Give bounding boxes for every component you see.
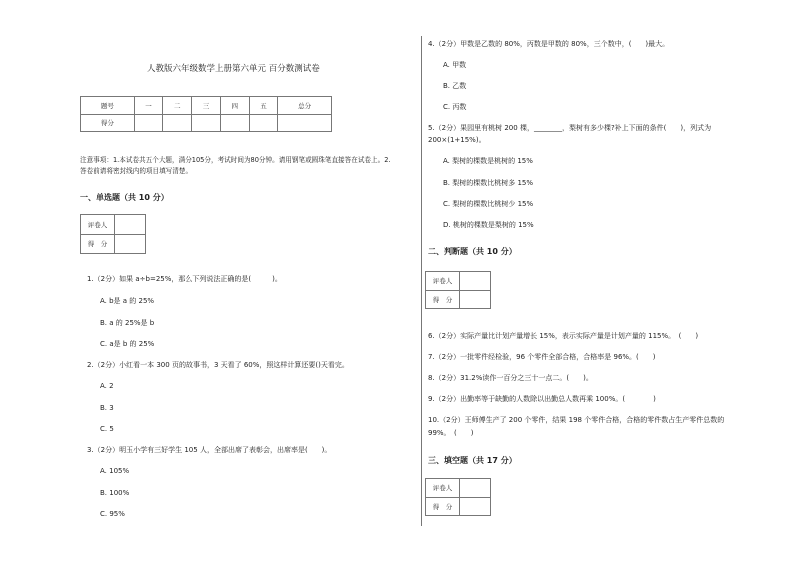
option[interactable]: A. 2 bbox=[100, 382, 114, 390]
score-header-cell: 一 bbox=[134, 97, 163, 115]
score-header-cell: 二 bbox=[163, 97, 192, 115]
question-stem: 4.（2分）甲数是乙数的 80%，丙数是甲数的 80%，三个数中，( )最大。 bbox=[428, 40, 670, 48]
score-cell[interactable] bbox=[163, 114, 192, 132]
section-heading: 二、判断题（共 10 分） bbox=[428, 247, 517, 256]
score-table bbox=[80, 96, 332, 132]
reviewer-cell[interactable] bbox=[460, 479, 491, 498]
score-cell[interactable] bbox=[460, 497, 491, 516]
option[interactable]: B. 梨树的棵数比桃树多 15% bbox=[443, 179, 534, 187]
score-header-cell: 三 bbox=[192, 97, 221, 115]
score-label: 得 分 bbox=[426, 290, 460, 309]
option[interactable]: A. 梨树的棵数是桃树的 15% bbox=[443, 157, 533, 165]
question-stem: 3.（2分）明玉小学有三好学生 105 人，全部出席了表彰会，出席率是( )。 bbox=[87, 446, 332, 454]
score-label: 得 分 bbox=[81, 234, 115, 254]
option[interactable]: B. a 的 25%是 b bbox=[100, 319, 155, 327]
score-header-cell: 四 bbox=[220, 97, 249, 115]
score-cell[interactable] bbox=[249, 114, 278, 132]
reviewer-cell[interactable] bbox=[460, 272, 491, 291]
score-cell[interactable] bbox=[220, 114, 249, 132]
reviewer-cell[interactable] bbox=[115, 215, 146, 235]
score-cell[interactable] bbox=[134, 114, 163, 132]
score-header-cell: 总分 bbox=[278, 97, 332, 115]
reviewer-label: 评卷人 bbox=[426, 479, 460, 498]
option[interactable]: A. 105% bbox=[100, 467, 130, 475]
notice-line: 答卷前请将密封线内的项目填写清楚。 bbox=[80, 167, 193, 175]
option[interactable]: C. 梨树的棵数比桃树少 15% bbox=[443, 200, 534, 208]
question-stem: 1.（2分）如果 a÷b=25%，那么下列说法正确的是( )。 bbox=[87, 275, 282, 283]
option[interactable]: A. b是 a 的 25% bbox=[100, 297, 155, 305]
judge-question: 10.（2分）王师傅生产了 200 个零件，结果 198 个零件合格，合格的零件数占生产零件总数的 bbox=[428, 416, 725, 424]
score-header-cell: 五 bbox=[249, 97, 278, 115]
option[interactable]: C. 5 bbox=[100, 425, 114, 433]
question-stem: 200×(1+15%)。 bbox=[428, 136, 486, 144]
option[interactable]: A. 甲数 bbox=[443, 61, 467, 69]
grader-box bbox=[425, 271, 491, 309]
judge-question: 7.（2分）一批零件经检验，96 个零件全部合格，合格率是 96%。( ) bbox=[428, 353, 656, 361]
option[interactable]: B. 100% bbox=[100, 489, 130, 497]
option[interactable]: C. 95% bbox=[100, 510, 125, 518]
score-cell[interactable] bbox=[192, 114, 221, 132]
judge-question: 99%。 ( ) bbox=[428, 429, 474, 437]
score-cell[interactable] bbox=[115, 234, 146, 254]
option[interactable]: B. 乙数 bbox=[443, 82, 467, 90]
column-divider bbox=[421, 36, 422, 526]
question-stem: 5.（2分）果园里有桃树 200 棵，________，梨树有多少棵?补上下面的条件( )，列式为 bbox=[428, 124, 712, 132]
score-cell[interactable] bbox=[460, 290, 491, 309]
grader-box bbox=[80, 214, 146, 254]
score-label: 得 分 bbox=[426, 497, 460, 516]
notice-line: 注意事项：1.本试卷共五个大题，满分105分，考试时间为80分钟。请用钢笔或圆珠笔直接答在试卷上。2. bbox=[80, 156, 391, 164]
section-heading: 一、单选题（共 10 分） bbox=[80, 193, 169, 202]
reviewer-label: 评卷人 bbox=[426, 272, 460, 291]
judge-question: 6.（2分）实际产量比计划产量增长 15%，表示实际产量是计划产量的 115%。 ( ) bbox=[428, 332, 699, 340]
score-cell[interactable] bbox=[278, 114, 332, 132]
section-heading: 三、填空题（共 17 分） bbox=[428, 456, 517, 465]
question-stem: 2.（2分）小红看一本 300 页的故事书，3 天看了 60%，照这样计算还要()天看完。 bbox=[87, 361, 349, 369]
option[interactable]: C. 丙数 bbox=[443, 103, 467, 111]
page-title: 人教版六年级数学上册第六单元 百分数测试卷 bbox=[147, 64, 320, 74]
grader-box bbox=[425, 478, 491, 516]
score-row-label: 得分 bbox=[81, 114, 135, 132]
option[interactable]: C. a是 b 的 25% bbox=[100, 340, 155, 348]
reviewer-label: 评卷人 bbox=[81, 215, 115, 235]
judge-question: 9.（2分）出勤率等于缺勤的人数除以出勤总人数再乘 100%。( ) bbox=[428, 395, 656, 403]
score-header-cell: 题号 bbox=[81, 97, 135, 115]
option[interactable]: D. 桃树的棵数是梨树的 15% bbox=[443, 221, 534, 229]
option[interactable]: B. 3 bbox=[100, 404, 114, 412]
judge-question: 8.（2分）31.2%读作一百分之三十一点二。( )。 bbox=[428, 374, 593, 382]
